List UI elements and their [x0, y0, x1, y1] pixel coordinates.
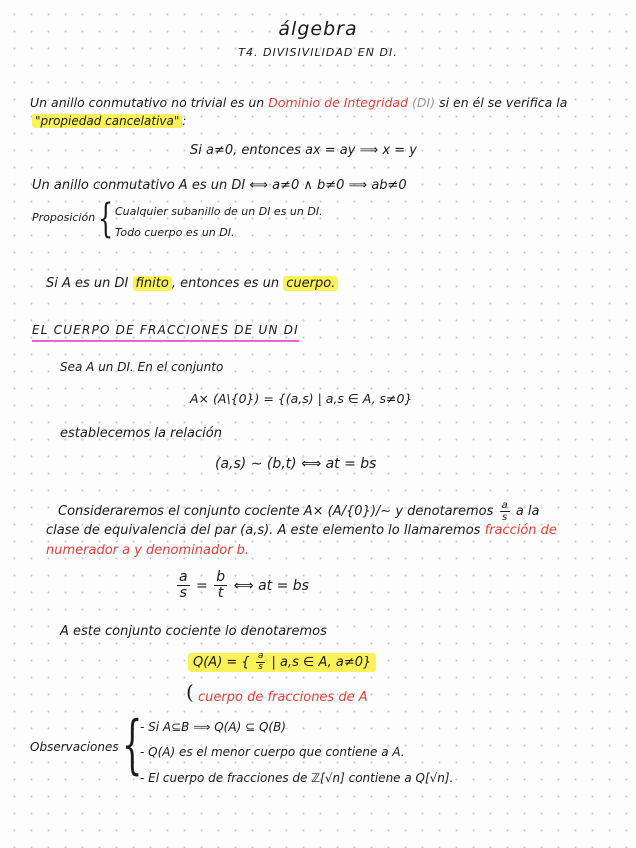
field-caption: cuerpo de fracciones de A — [198, 690, 368, 705]
property-colon: : — [182, 114, 187, 128]
field-def-left: Q(A) = { — [193, 654, 250, 670]
observations-brace: { — [122, 708, 143, 782]
page-subtitle: T4. DIVISIVILIDAD EN DI. — [238, 46, 398, 59]
finite-part1: Si A es un DI — [46, 276, 129, 291]
cuerpo-highlight: cuerpo. — [283, 276, 338, 291]
equality-tail: ⟺ at = bs — [233, 577, 309, 594]
di-definition: Un anillo conmutativo A es un DI ⟺ a≠0 ∧ b≠0 ⟹ ab≠0 — [32, 178, 407, 193]
set-definition: A× (A\{0}) = {(a,s) | a,s ∈ A, s≠0} — [190, 391, 413, 406]
quotient-line-1 — [58, 500, 540, 523]
observation-item-3: - El cuerpo de fracciones de ℤ[√n] contiene a Q[√n]. — [140, 771, 454, 785]
quotient-frac-den: s — [501, 512, 508, 523]
field-def-num: a — [257, 651, 264, 661]
intro-line — [30, 95, 567, 110]
observation-item-1: - Si A⊆B ⟹ Q(A) ⊆ Q(B) — [140, 720, 286, 734]
observations-label: Observaciones — [30, 740, 119, 754]
quotient-fraction — [500, 500, 510, 523]
field-definition-highlight — [188, 653, 376, 672]
proposition-brace: { — [98, 196, 114, 242]
field-def-den: s — [258, 661, 263, 672]
field-intro: A este conjunto cociente lo denotaremos — [60, 624, 327, 639]
finite-highlight: finito — [133, 276, 172, 291]
equality-left-fraction — [177, 570, 190, 602]
intro-abbr: (DI) — [412, 95, 436, 110]
quotient-line1a: Consideraremos el conjunto cociente A× (A/{0})/∼ y denotaremos — [58, 504, 494, 519]
relation: (a,s) ∼ (b,t) ⟺ at = bs — [215, 456, 377, 472]
intro-term: Dominio de Integridad — [268, 95, 409, 110]
field-def-right: | a,s ∈ A, a≠0} — [271, 654, 372, 670]
fraction-equality — [175, 570, 309, 602]
quotient-line-3: numerador a y denominador b. — [46, 543, 250, 558]
equality-left-den: s — [179, 585, 187, 602]
cancel-rule: Si a≠0, entonces ax = ay ⟹ x = y — [190, 143, 417, 158]
page-title: álgebra — [278, 18, 358, 40]
equality-right-fraction — [214, 570, 227, 602]
equality-sign: = — [196, 577, 208, 594]
property-highlight: "propiedad cancelativa" — [32, 114, 182, 128]
intro-part1: Un anillo conmutativo no trivial es un — [30, 95, 265, 110]
proposition-label: Proposición — [32, 211, 96, 224]
equality-left-num: a — [179, 569, 188, 585]
quotient-line2b: fracción de — [484, 523, 557, 538]
property-line — [32, 114, 186, 128]
quotient-line-2 — [46, 523, 557, 538]
quotient-frac-num: a — [501, 500, 508, 511]
proposition-item-1: Cualquier subanillo de un DI es un DI. — [115, 205, 323, 218]
quotient-line2a: clase de equivalencia del par (a,s). A este elemento lo llamaremos — [46, 523, 481, 538]
field-def-fraction — [256, 652, 266, 673]
sea-line: Sea A un DI. En el conjunto — [60, 360, 224, 374]
establish-line: establecemos la relación — [60, 426, 222, 441]
equality-right-den: t — [217, 585, 224, 602]
caption-pointer-icon: ( — [186, 680, 194, 704]
field-definition — [188, 652, 376, 673]
intro-part2: si en él se verifica la — [439, 95, 568, 110]
finite-part2: , entonces es un — [171, 276, 280, 291]
finite-line — [46, 276, 338, 291]
proposition-item-2: Todo cuerpo es un DI. — [115, 226, 235, 239]
section-title: EL CUERPO DE FRACCIONES DE UN DI — [32, 323, 299, 342]
quotient-line1b: a la — [515, 504, 540, 519]
observation-item-2: - Q(A) es el menor cuerpo que contiene a A. — [140, 745, 405, 759]
equality-right-num: b — [216, 569, 226, 585]
